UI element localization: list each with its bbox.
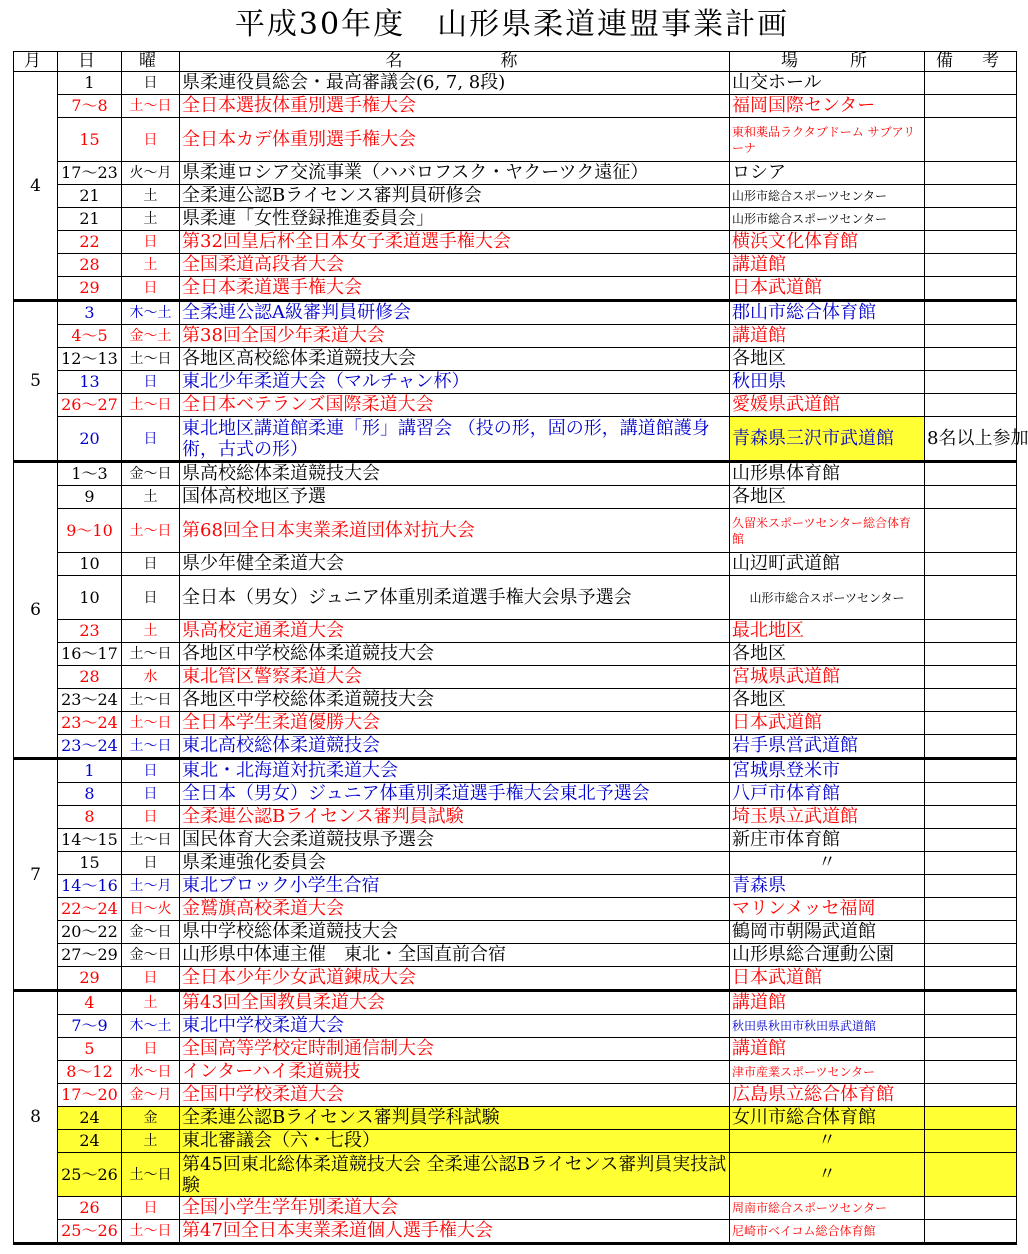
venue-cell: 各地区 [730, 689, 925, 712]
day-cell: 8 [58, 806, 122, 829]
venue-cell: 周南市総合スポーツセンター [730, 1197, 925, 1220]
weekday-cell: 土〜月 [122, 875, 180, 898]
remarks-cell [925, 806, 1017, 829]
event-name-cell: インターハイ柔道競技 [180, 1061, 730, 1084]
event-name-cell: 県高校総体柔道競技大会 [180, 462, 730, 486]
day-cell: 24 [58, 1130, 122, 1153]
remarks-cell [925, 1153, 1017, 1197]
event-name-cell: 東北地区講道館柔連「形」講習会 （投の形，固の形，講道館護身術，古式の形） [180, 417, 730, 462]
venue-cell: 山交ホール [730, 72, 925, 95]
remarks-cell [925, 620, 1017, 643]
day-cell: 14〜15 [58, 829, 122, 852]
remarks-cell [925, 394, 1017, 417]
weekday-cell: 土〜日 [122, 643, 180, 666]
day-cell: 25〜26 [58, 1220, 122, 1244]
month-cell: 6 [14, 462, 58, 759]
venue-cell: 山形県体育館 [730, 462, 925, 486]
venue-cell: 福岡国際センター [730, 95, 925, 118]
table-row [14, 783, 1017, 806]
weekday-cell: 土〜日 [122, 735, 180, 759]
event-name-cell: 全日本柔道選手権大会 [180, 277, 730, 301]
table-row [14, 95, 1017, 118]
table-row [14, 208, 1017, 231]
remarks-cell: 8名以上参加 [925, 417, 1017, 462]
day-cell: 26 [58, 1197, 122, 1220]
weekday-cell: 土〜日 [122, 95, 180, 118]
remarks-cell [925, 1061, 1017, 1084]
header-month: 月 [14, 52, 58, 72]
day-cell: 14〜16 [58, 875, 122, 898]
month-cell: 5 [14, 301, 58, 462]
venue-cell: 秋田県 [730, 371, 925, 394]
table-row [14, 1107, 1017, 1130]
table-row [14, 1038, 1017, 1061]
weekday-cell: 日 [122, 231, 180, 254]
day-cell: 7〜9 [58, 1015, 122, 1038]
venue-cell: 横浜文化体育館 [730, 231, 925, 254]
header-day: 日 [58, 52, 122, 72]
weekday-cell: 水 [122, 666, 180, 689]
day-cell: 28 [58, 254, 122, 277]
weekday-cell: 土〜日 [122, 1220, 180, 1244]
event-name-cell: 東北審議会（六・七段） [180, 1130, 730, 1153]
weekday-cell: 金〜日 [122, 944, 180, 967]
venue-cell: 各地区 [730, 348, 925, 371]
weekday-cell: 土 [122, 991, 180, 1015]
venue-cell: 津市産業スポーツセンター [730, 1061, 925, 1084]
remarks-cell [925, 944, 1017, 967]
schedule-table [13, 51, 1028, 1245]
day-cell: 29 [58, 277, 122, 301]
venue-cell: 青森県三沢市武道館 [730, 417, 925, 462]
day-cell: 9〜10 [58, 509, 122, 553]
table-row [14, 643, 1017, 666]
day-cell: 21 [58, 185, 122, 208]
day-cell: 5 [58, 1038, 122, 1061]
event-name-cell: 第45回東北総体柔道競技大会 全柔連公認Bライセンス審判員実技試験 [180, 1153, 730, 1197]
table-row [14, 689, 1017, 712]
remarks-cell [925, 72, 1017, 95]
day-cell: 23〜24 [58, 735, 122, 759]
remarks-cell [925, 921, 1017, 944]
event-name-cell: 県柔連強化委員会 [180, 852, 730, 875]
venue-cell: 秋田県秋田市秋田県武道館 [730, 1015, 925, 1038]
day-cell: 15 [58, 852, 122, 875]
remarks-cell [925, 1220, 1017, 1244]
event-name-cell: 東北・北海道対抗柔道大会 [180, 759, 730, 783]
event-name-cell: 第68回全日本実業柔道団体対抗大会 [180, 509, 730, 553]
weekday-cell: 土 [122, 1130, 180, 1153]
weekday-cell: 日 [122, 783, 180, 806]
remarks-cell [925, 1015, 1017, 1038]
day-cell: 13 [58, 371, 122, 394]
weekday-cell: 金〜月 [122, 1084, 180, 1107]
event-name-cell: 第43回全国教員柔道大会 [180, 991, 730, 1015]
event-name-cell: 全国高等学校定時制通信制大会 [180, 1038, 730, 1061]
day-cell: 23〜24 [58, 712, 122, 735]
venue-cell: 講道館 [730, 1038, 925, 1061]
remarks-cell [925, 643, 1017, 666]
event-name-cell: 全柔連公認Bライセンス審判員学科試験 [180, 1107, 730, 1130]
venue-cell: 山形県総合運動公園 [730, 944, 925, 967]
month-cell: 4 [14, 72, 58, 301]
header-name: 名 称 [180, 52, 730, 72]
venue-cell: 日本武道館 [730, 277, 925, 301]
table-row [14, 1197, 1017, 1220]
event-name-cell: 国民体育大会柔道競技県予選会 [180, 829, 730, 852]
venue-cell: マリンメッセ福岡 [730, 898, 925, 921]
venue-cell: 埼玉県立武道館 [730, 806, 925, 829]
table-row [14, 72, 1017, 95]
weekday-cell: 土 [122, 208, 180, 231]
venue-cell: 広島県立総合体育館 [730, 1084, 925, 1107]
event-name-cell: 東北高校総体柔道競技会 [180, 735, 730, 759]
venue-cell: 講道館 [730, 254, 925, 277]
venue-cell: 山辺町武道館 [730, 553, 925, 576]
table-row [14, 231, 1017, 254]
table-row [14, 1220, 1017, 1244]
weekday-cell: 土〜日 [122, 712, 180, 735]
venue-cell: 〃 [730, 852, 925, 875]
table-row [14, 118, 1017, 162]
remarks-cell [925, 735, 1017, 759]
remarks-cell [925, 666, 1017, 689]
day-cell: 17〜23 [58, 162, 122, 185]
table-row [14, 486, 1017, 509]
day-cell: 25〜26 [58, 1153, 122, 1197]
venue-cell: ロシア [730, 162, 925, 185]
venue-cell: 久留米スポーツセンター総合体育館 [730, 509, 925, 553]
day-cell: 10 [58, 553, 122, 576]
weekday-cell: 日 [122, 118, 180, 162]
table-row [14, 1153, 1017, 1197]
day-cell: 7〜8 [58, 95, 122, 118]
remarks-cell [925, 208, 1017, 231]
remarks-cell [925, 254, 1017, 277]
weekday-cell: 日 [122, 371, 180, 394]
table-row [14, 277, 1017, 301]
table-row [14, 301, 1017, 325]
table-row [14, 967, 1017, 991]
venue-cell: 各地区 [730, 486, 925, 509]
weekday-cell: 金〜日 [122, 462, 180, 486]
weekday-cell: 日 [122, 759, 180, 783]
remarks-cell [925, 462, 1017, 486]
weekday-cell: 土〜日 [122, 509, 180, 553]
event-name-cell: 東北少年柔道大会（マルチャン杯） [180, 371, 730, 394]
weekday-cell: 金〜日 [122, 921, 180, 944]
weekday-cell: 土 [122, 254, 180, 277]
remarks-cell [925, 553, 1017, 576]
header-remarks: 備 考 [925, 52, 1017, 72]
table-row [14, 576, 1017, 620]
event-name-cell: 全国柔道高段者大会 [180, 254, 730, 277]
month-cell: 8 [14, 991, 58, 1244]
remarks-cell [925, 1130, 1017, 1153]
day-cell: 4 [58, 991, 122, 1015]
table-row [14, 759, 1017, 783]
remarks-cell [925, 1084, 1017, 1107]
day-cell: 4〜5 [58, 325, 122, 348]
event-name-cell: 東北中学校柔道大会 [180, 1015, 730, 1038]
remarks-cell [925, 277, 1017, 301]
weekday-cell: 日 [122, 417, 180, 462]
event-name-cell: 全柔連公認Bライセンス審判員研修会 [180, 185, 730, 208]
table-row [14, 991, 1017, 1015]
venue-cell: 講道館 [730, 991, 925, 1015]
event-name-cell: 国体高校地区予選 [180, 486, 730, 509]
table-row [14, 417, 1017, 462]
table-row [14, 1015, 1017, 1038]
remarks-cell [925, 371, 1017, 394]
day-cell: 1 [58, 759, 122, 783]
venue-cell: 最北地区 [730, 620, 925, 643]
remarks-cell [925, 967, 1017, 991]
day-cell: 23〜24 [58, 689, 122, 712]
day-cell: 27〜29 [58, 944, 122, 967]
remarks-cell [925, 689, 1017, 712]
remarks-cell [925, 875, 1017, 898]
weekday-cell: 日 [122, 1038, 180, 1061]
schedule-body [14, 72, 1028, 1244]
event-name-cell: 各地区中学校総体柔道競技大会 [180, 689, 730, 712]
venue-cell: 各地区 [730, 643, 925, 666]
weekday-cell: 日 [122, 277, 180, 301]
remarks-cell [925, 162, 1017, 185]
page-title: 平成30年度 山形県柔道連盟事業計画 [234, 7, 790, 42]
day-cell: 17〜20 [58, 1084, 122, 1107]
table-row [14, 394, 1017, 417]
table-row [14, 509, 1017, 553]
day-cell: 8 [58, 783, 122, 806]
event-name-cell: 各地区中学校総体柔道競技大会 [180, 643, 730, 666]
venue-cell: 日本武道館 [730, 967, 925, 991]
event-name-cell: 全日本少年少女武道錬成大会 [180, 967, 730, 991]
table-row [14, 735, 1017, 759]
weekday-cell: 土 [122, 620, 180, 643]
weekday-cell: 日〜火 [122, 898, 180, 921]
event-name-cell: 全柔連公認A級審判員研修会 [180, 301, 730, 325]
event-name-cell: 県柔連「女性登録推進委員会」 [180, 208, 730, 231]
remarks-cell [925, 95, 1017, 118]
weekday-cell: 土 [122, 185, 180, 208]
event-name-cell: 県柔連役員総会・最高審議会(6, 7, 8段) [180, 72, 730, 95]
day-cell: 24 [58, 1107, 122, 1130]
day-cell: 8〜12 [58, 1061, 122, 1084]
event-name-cell: 全柔連公認Bライセンス審判員試験 [180, 806, 730, 829]
remarks-cell [925, 783, 1017, 806]
remarks-cell [925, 852, 1017, 875]
venue-cell: 宮城県登米市 [730, 759, 925, 783]
weekday-cell: 木〜土 [122, 1015, 180, 1038]
event-name-cell: 第32回皇后杯全日本女子柔道選手権大会 [180, 231, 730, 254]
remarks-cell [925, 185, 1017, 208]
event-name-cell: 全日本（男女）ジュニア体重別柔道選手権大会東北予選会 [180, 783, 730, 806]
venue-cell: 山形市総合スポーツセンター [730, 576, 925, 620]
day-cell: 12〜13 [58, 348, 122, 371]
table-row [14, 348, 1017, 371]
table-row [14, 620, 1017, 643]
venue-cell: 女川市総合体育館 [730, 1107, 925, 1130]
remarks-cell [925, 301, 1017, 325]
venue-cell: 宮城県武道館 [730, 666, 925, 689]
month-cell: 7 [14, 759, 58, 991]
weekday-cell: 日 [122, 967, 180, 991]
table-row [14, 553, 1017, 576]
table-row [14, 254, 1017, 277]
venue-cell: 山形市総合スポーツセンター [730, 185, 925, 208]
event-name-cell: 全国中学校柔道大会 [180, 1084, 730, 1107]
event-name-cell: 第38回全国少年柔道大会 [180, 325, 730, 348]
venue-cell: 郡山市総合体育館 [730, 301, 925, 325]
table-row [14, 666, 1017, 689]
weekday-cell: 土〜日 [122, 689, 180, 712]
day-cell: 16〜17 [58, 643, 122, 666]
event-name-cell: 全日本学生柔道優勝大会 [180, 712, 730, 735]
weekday-cell: 金〜土 [122, 325, 180, 348]
table-row [14, 1130, 1017, 1153]
table-row [14, 829, 1017, 852]
event-name-cell: 各地区高校総体柔道競技大会 [180, 348, 730, 371]
remarks-cell [925, 231, 1017, 254]
table-row [14, 944, 1017, 967]
event-name-cell: 東北管区警察柔道大会 [180, 666, 730, 689]
venue-cell: 新庄市体育館 [730, 829, 925, 852]
day-cell: 21 [58, 208, 122, 231]
remarks-cell [925, 991, 1017, 1015]
venue-cell: 日本武道館 [730, 712, 925, 735]
table-row [14, 875, 1017, 898]
weekday-cell: 土 [122, 486, 180, 509]
weekday-cell: 土〜日 [122, 348, 180, 371]
event-name-cell: 県少年健全柔道大会 [180, 553, 730, 576]
day-cell: 15 [58, 118, 122, 162]
event-name-cell: 東北ブロック小学生合宿 [180, 875, 730, 898]
weekday-cell: 木〜土 [122, 301, 180, 325]
remarks-cell [925, 325, 1017, 348]
event-name-cell: 県柔連ロシア交流事業（ハバロフスク・ヤクーツク遠征） [180, 162, 730, 185]
remarks-cell [925, 898, 1017, 921]
venue-cell: 〃 [730, 1153, 925, 1197]
day-cell: 1〜3 [58, 462, 122, 486]
day-cell: 10 [58, 576, 122, 620]
weekday-cell: 日 [122, 1197, 180, 1220]
table-header-row [14, 52, 1017, 72]
weekday-cell: 土〜日 [122, 1153, 180, 1197]
table-row [14, 852, 1017, 875]
table-row [14, 806, 1017, 829]
remarks-cell [925, 486, 1017, 509]
day-cell: 20〜22 [58, 921, 122, 944]
event-name-cell: 全日本選抜体重別選手権大会 [180, 95, 730, 118]
remarks-cell [925, 576, 1017, 620]
venue-cell: 東和薬品ラクタブドーム サブアリーナ [730, 118, 925, 162]
day-cell: 28 [58, 666, 122, 689]
weekday-cell: 日 [122, 806, 180, 829]
venue-cell: 青森県 [730, 875, 925, 898]
table-row [14, 162, 1017, 185]
table-row [14, 462, 1017, 486]
header-place: 場 所 [730, 52, 925, 72]
table-row [14, 921, 1017, 944]
venue-cell: 〃 [730, 1130, 925, 1153]
table-row [14, 1061, 1017, 1084]
weekday-cell: 金 [122, 1107, 180, 1130]
header-weekday: 曜 [122, 52, 180, 72]
remarks-cell [925, 759, 1017, 783]
weekday-cell: 水〜日 [122, 1061, 180, 1084]
venue-cell: 愛媛県武道館 [730, 394, 925, 417]
day-cell: 22 [58, 231, 122, 254]
day-cell: 22〜24 [58, 898, 122, 921]
remarks-cell [925, 1197, 1017, 1220]
remarks-cell [925, 1107, 1017, 1130]
day-cell: 29 [58, 967, 122, 991]
remarks-cell [925, 509, 1017, 553]
remarks-cell [925, 712, 1017, 735]
remarks-cell [925, 1038, 1017, 1061]
venue-cell: 山形市総合スポーツセンター [730, 208, 925, 231]
event-name-cell: 金鷲旗高校柔道大会 [180, 898, 730, 921]
table-row [14, 371, 1017, 394]
weekday-cell: 日 [122, 553, 180, 576]
day-cell: 23 [58, 620, 122, 643]
weekday-cell: 日 [122, 72, 180, 95]
table-row [14, 712, 1017, 735]
weekday-cell: 火〜月 [122, 162, 180, 185]
venue-cell: 岩手県営武道館 [730, 735, 925, 759]
event-name-cell: 山形県中体連主催 東北・全国直前合宿 [180, 944, 730, 967]
table-row [14, 898, 1017, 921]
day-cell: 26〜27 [58, 394, 122, 417]
event-name-cell: 第47回全日本実業柔道個人選手権大会 [180, 1220, 730, 1244]
event-name-cell: 全日本ベテランズ国際柔道大会 [180, 394, 730, 417]
table-row [14, 325, 1017, 348]
day-cell: 3 [58, 301, 122, 325]
day-cell: 1 [58, 72, 122, 95]
event-name-cell: 全国小学生学年別柔道大会 [180, 1197, 730, 1220]
event-name-cell: 県中学校総体柔道競技大会 [180, 921, 730, 944]
weekday-cell: 土〜日 [122, 394, 180, 417]
event-name-cell: 全日本カデ体重別選手権大会 [180, 118, 730, 162]
event-name-cell: 全日本（男女）ジュニア体重別柔道選手権大会県予選会 [180, 576, 730, 620]
day-cell: 20 [58, 417, 122, 462]
venue-cell: 八戸市体育館 [730, 783, 925, 806]
remarks-cell [925, 348, 1017, 371]
table-row [14, 185, 1017, 208]
remarks-cell [925, 118, 1017, 162]
remarks-cell [925, 829, 1017, 852]
venue-cell: 尼崎市ベイコム総合体育館 [730, 1220, 925, 1244]
event-name-cell: 県高校定通柔道大会 [180, 620, 730, 643]
day-cell: 9 [58, 486, 122, 509]
weekday-cell: 土〜日 [122, 829, 180, 852]
weekday-cell: 日 [122, 852, 180, 875]
venue-cell: 鶴岡市朝陽武道館 [730, 921, 925, 944]
table-row [14, 1084, 1017, 1107]
venue-cell: 講道館 [730, 325, 925, 348]
weekday-cell: 日 [122, 576, 180, 620]
